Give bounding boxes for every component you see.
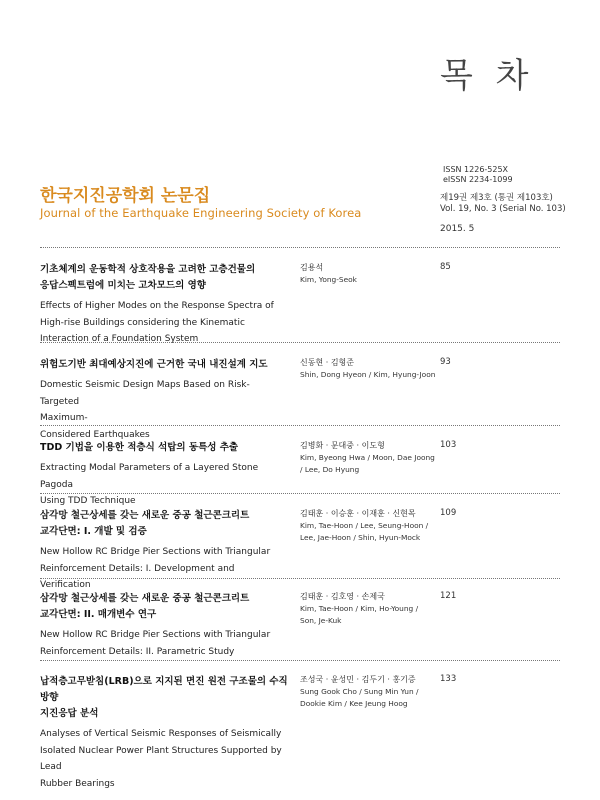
- divider: [40, 425, 560, 426]
- article-title-en: New Hollow RC Bridge Pier Sections with Triangular Reinforcement Details: II. Parametric Study: [40, 630, 271, 657]
- article-title-en: Effects of Higher Modes on the Response Spectra of High-rise Buildings considering the Kinematic Interaction of a Foundation System: [40, 301, 274, 344]
- volume-info: [440, 193, 566, 215]
- issue-date: 2015. 5: [440, 224, 475, 234]
- issn-print: ISSN 1226-525X: [443, 165, 509, 174]
- volume-en: Vol. 19, No. 3 (Serial No. 103): [440, 204, 566, 214]
- article-page: 85: [440, 262, 451, 272]
- article-authors: 김병화 · 문대중 · 이도형 Kim, Byeong Hwa / Moon, Dae Joong / Lee, Do Hyung: [300, 441, 435, 474]
- toc-entry[interactable]: [40, 508, 560, 594]
- article-authors: 조성국 · 윤성민 · 김두기 · 홍기증 Sung Gook Cho / Sung Min Yun / Dookie Kim / Kee Jeung Hoog: [300, 675, 419, 708]
- toc-entry[interactable]: [40, 440, 560, 510]
- toc-entry[interactable]: [40, 262, 560, 348]
- article-title-ko: 위험도기반 최대예상지진에 근거한 국내 내진설계 지도: [40, 359, 268, 370]
- article-page: 93: [440, 357, 451, 367]
- journal-title-en: Journal of the Earthquake Engineering Society of Korea: [40, 206, 362, 220]
- divider: [40, 578, 560, 579]
- issn-electronic: eISSN 2234-1099: [443, 175, 513, 184]
- article-title-ko: TDD 기법을 이용한 적층식 석탑의 동특성 추출: [40, 442, 239, 453]
- article-title-ko: 삼각망 철근상세를 갖는 새로운 중공 철근콘크리트 교각단면: I. 개발 및 검증: [40, 510, 250, 537]
- article-title-en: Analyses of Vertical Seismic Responses of Seismically Isolated Nuclear Power Plant Structures Supported by Lead Rubber Bearings: [40, 729, 282, 789]
- article-page: 121: [440, 591, 457, 601]
- article-title-ko: 삼각망 철근상세를 갖는 새로운 중공 철근콘크리트 교각단면: II. 매개변수 연구: [40, 593, 250, 620]
- article-title-ko: 납적층고무받침(LRB)으로 지지된 면진 원전 구조물의 수직방향 지진응답 분석: [40, 676, 288, 719]
- article-page: 109: [440, 508, 457, 518]
- article-title-ko: 기초체계의 운동학적 상호작용을 고려한 고층건물의 응답스펙트럼에 미치는 고차모드의 영향: [40, 264, 256, 291]
- toc-entry[interactable]: [40, 357, 560, 443]
- article-title-en: Extracting Modal Parameters of a Layered Stone Pagoda Using TDD Technique: [40, 463, 259, 506]
- article-page: 133: [440, 674, 457, 684]
- article-title-en: New Hollow RC Bridge Pier Sections with Triangular Reinforcement Details: I. Development and Verification: [40, 547, 271, 590]
- divider: [40, 342, 560, 343]
- article-authors: 김태훈 · 이승훈 · 이재훈 · 신현목 Kim, Tae-Hoon / Lee, Seung-Hoon / Lee, Jae-Hoon / Shin, Hyun-Mock: [300, 509, 429, 542]
- divider: [40, 660, 560, 661]
- divider: [40, 493, 560, 494]
- article-authors: 김태훈 · 김호영 · 손제국 Kim, Tae-Hoon / Kim, Ho-Young / Son, Je-Kuk: [300, 592, 419, 625]
- article-authors: 김용석 Kim, Yong-Seok: [300, 263, 357, 284]
- toc-entry[interactable]: [40, 591, 560, 660]
- journal-title-ko: 한국지진공학회 논문집: [40, 186, 211, 206]
- divider: [40, 247, 560, 248]
- toc-entry[interactable]: [40, 674, 560, 792]
- article-page: 103: [440, 440, 457, 450]
- volume-ko: 제19권 제3호 (통권 제103호): [440, 193, 553, 203]
- page-title: 목 차: [440, 56, 535, 96]
- article-title-en: Domestic Seismic Design Maps Based on Risk-Targeted Maximum- Considered Earthquakes: [40, 380, 250, 440]
- issn-block: [443, 165, 513, 185]
- article-authors: 신동현 · 김형준 Shin, Dong Hyeon / Kim, Hyung-Joon: [300, 358, 436, 379]
